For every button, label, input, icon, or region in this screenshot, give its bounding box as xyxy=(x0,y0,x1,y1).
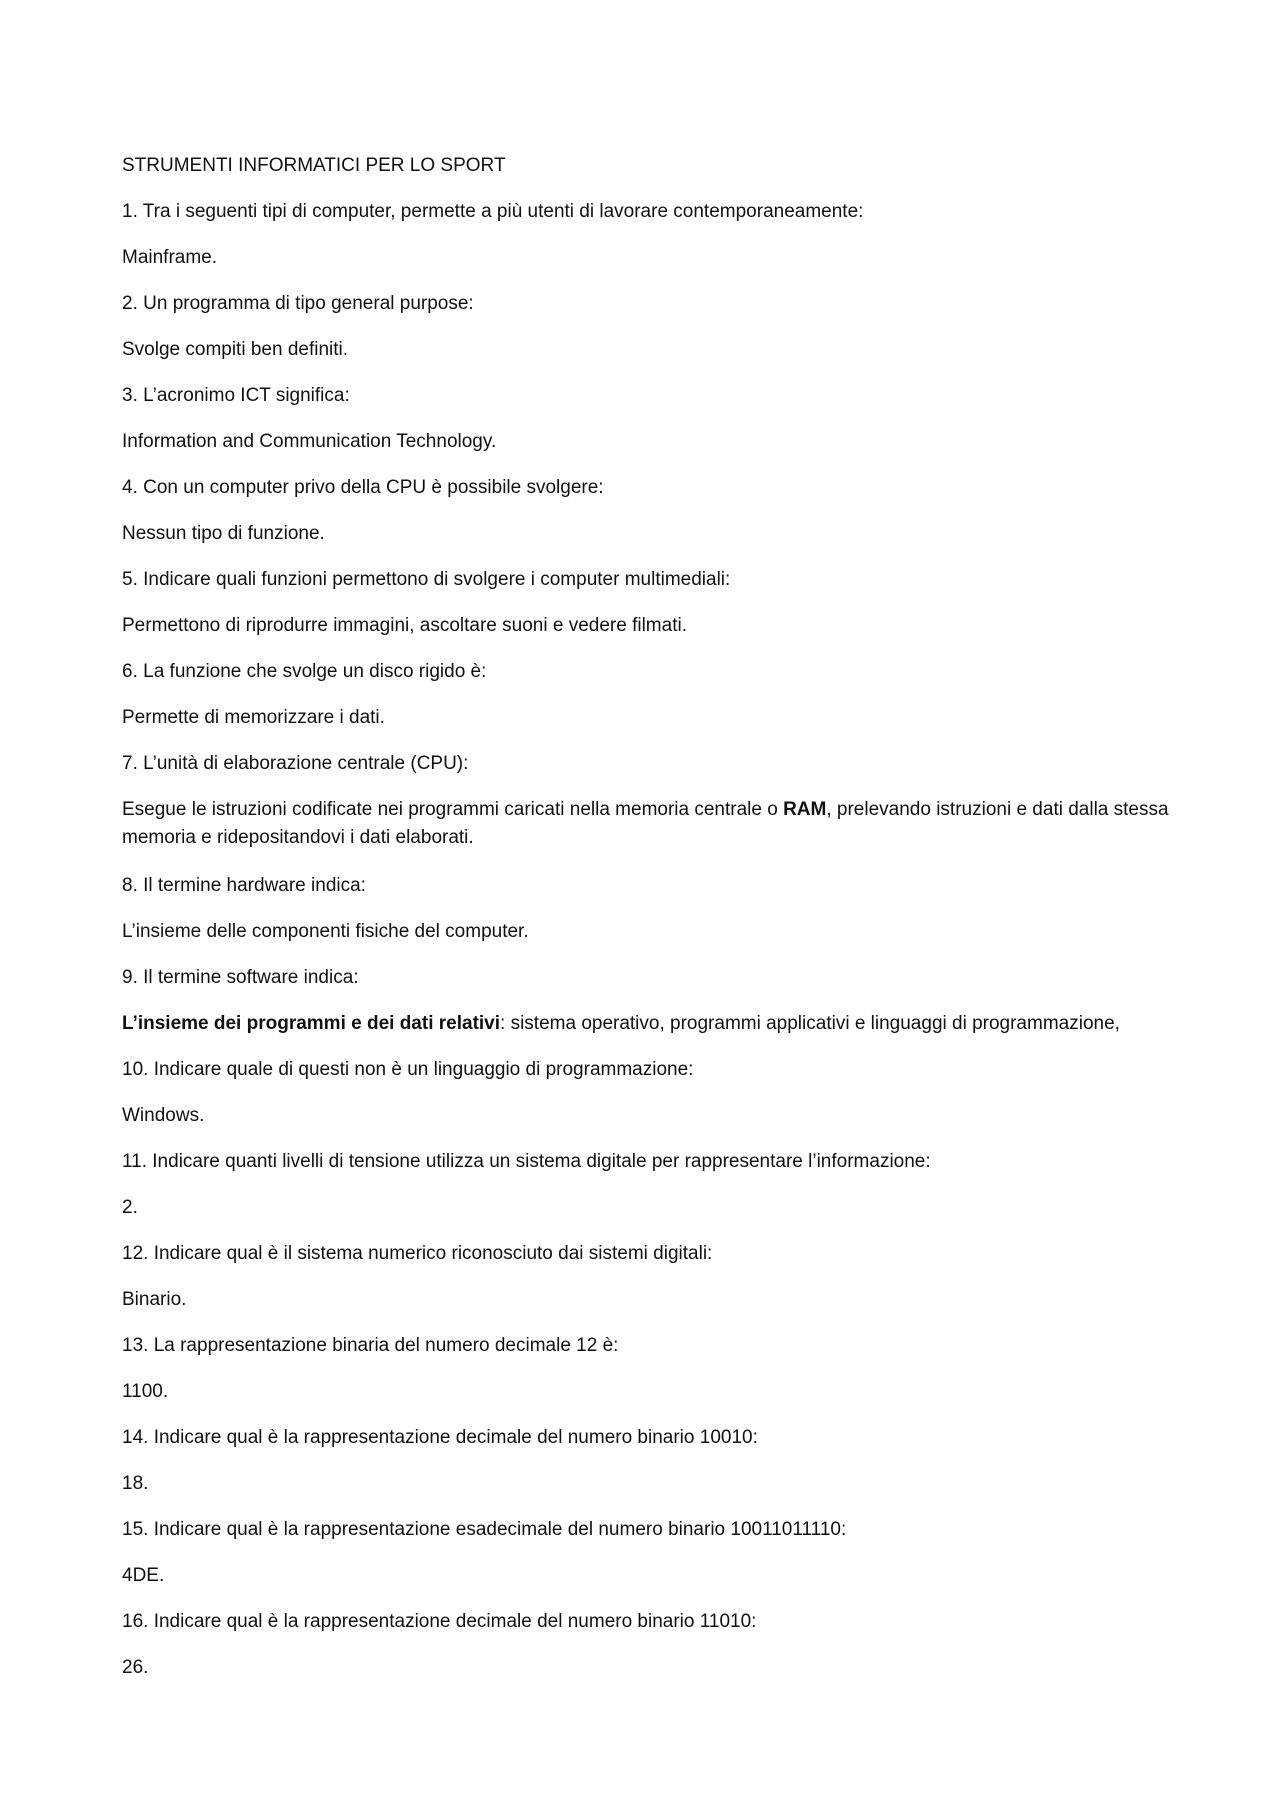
answer-9 xyxy=(122,1010,1172,1038)
document-title: STRUMENTI INFORMATICI PER LO SPORT xyxy=(122,155,506,176)
question-7: 7. L’unità di elaborazione centrale (CPU): xyxy=(122,753,469,774)
question-14: 14. Indicare qual è la rappresentazione decimale del numero binario 10010: xyxy=(122,1427,758,1448)
answer-3: Information and Communication Technology. xyxy=(122,431,497,452)
answer-13: 1100. xyxy=(122,1381,169,1402)
question-6: 6. La funzione che svolge un disco rigido è: xyxy=(122,661,487,682)
answer-7 xyxy=(122,796,1172,852)
answer-7-ram-bold: RAM xyxy=(783,799,827,820)
answer-2: Svolge compiti ben definiti. xyxy=(122,339,349,360)
answer-9-rest: : sistema operativo, programmi applicativi e linguaggi di programmazione, xyxy=(500,1013,1120,1034)
answer-15: 4DE. xyxy=(122,1565,165,1586)
question-15: 15. Indicare qual è la rappresentazione esadecimale del numero binario 10011011110: xyxy=(122,1519,847,1540)
question-11: 11. Indicare quanti livelli di tensione utilizza un sistema digitale per rappresentare l’informazione: xyxy=(122,1151,931,1172)
question-9: 9. Il termine software indica: xyxy=(122,967,359,988)
question-8: 8. Il termine hardware indica: xyxy=(122,875,366,896)
question-5: 5. Indicare quali funzioni permettono di svolgere i computer multimediali: xyxy=(122,569,731,590)
answer-8: L’insieme delle componenti fisiche del computer. xyxy=(122,921,529,942)
question-12: 12. Indicare qual è il sistema numerico riconosciuto dai sistemi digitali: xyxy=(122,1243,713,1264)
answer-7-part-3: , prelevando istruzioni e dati dalla stessa memoria e ridepositandovi i dati elaborati. xyxy=(122,799,1169,848)
answer-12: Binario. xyxy=(122,1289,187,1310)
answer-16: 26. xyxy=(122,1657,149,1678)
question-4: 4. Con un computer privo della CPU è possibile svolgere: xyxy=(122,477,604,498)
question-10: 10. Indicare quale di questi non è un linguaggio di programmazione: xyxy=(122,1059,694,1080)
document-page xyxy=(122,152,1172,1700)
answer-7-part-1: Esegue le istruzioni codificate nei programmi caricati nella memoria centrale o xyxy=(122,799,784,820)
question-2: 2. Un programma di tipo general purpose: xyxy=(122,293,474,314)
question-3: 3. L’acronimo ICT significa: xyxy=(122,385,350,406)
answer-9-bold-lead: L’insieme dei programmi e dei dati relativi xyxy=(122,1013,501,1034)
answer-4: Nessun tipo di funzione. xyxy=(122,523,325,544)
question-13: 13. La rappresentazione binaria del numero decimale 12 è: xyxy=(122,1335,619,1356)
answer-10: Windows. xyxy=(122,1105,205,1126)
answer-14: 18. xyxy=(122,1473,149,1494)
question-1: 1. Tra i seguenti tipi di computer, permette a più utenti di lavorare contemporaneamente: xyxy=(122,201,864,222)
answer-1: Mainframe. xyxy=(122,247,218,268)
answer-6: Permette di memorizzare i dati. xyxy=(122,707,385,728)
answer-5: Permettono di riprodurre immagini, ascoltare suoni e vedere filmati. xyxy=(122,615,687,636)
question-16: 16. Indicare qual è la rappresentazione decimale del numero binario 11010: xyxy=(122,1611,757,1632)
answer-11: 2. xyxy=(122,1197,138,1218)
